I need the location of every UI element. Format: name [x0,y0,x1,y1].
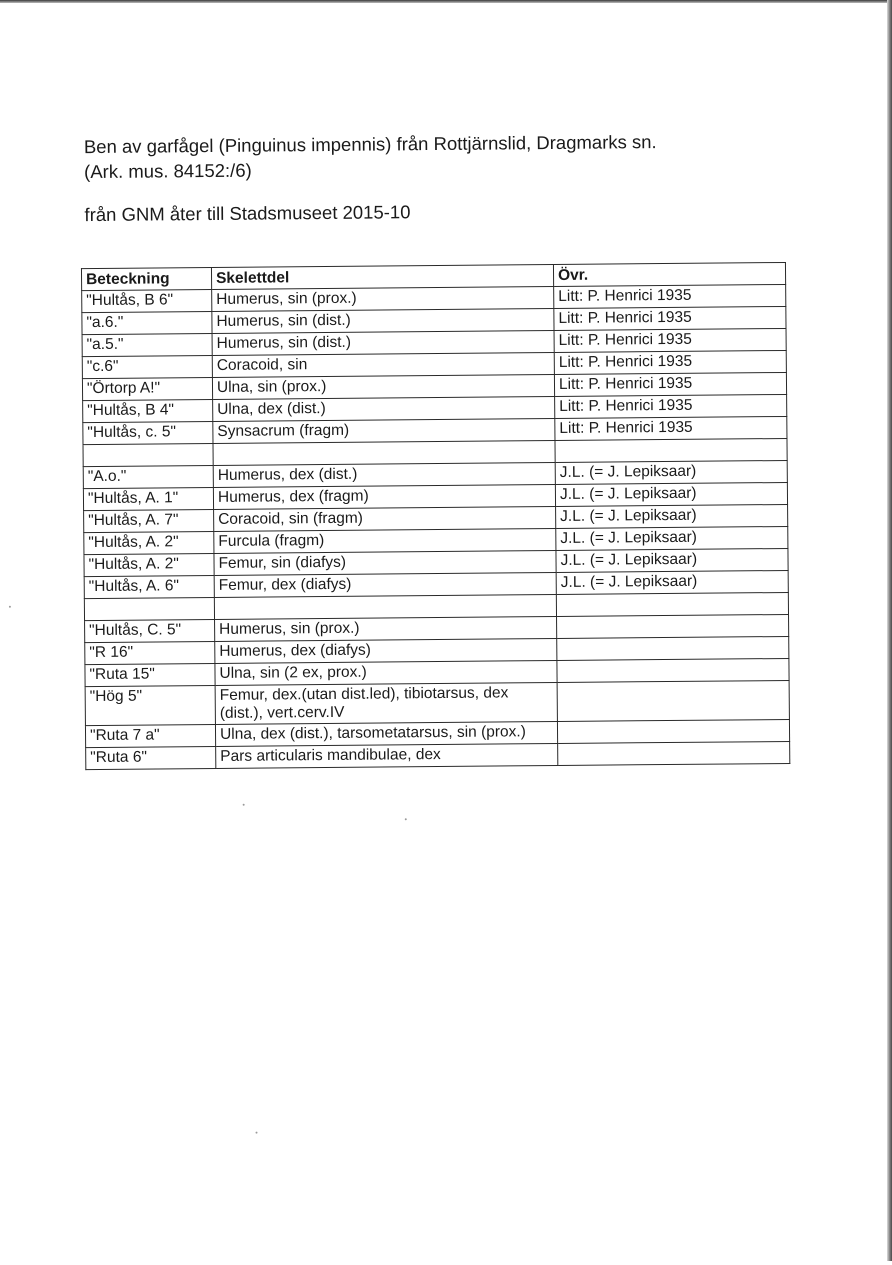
cell-ovr [557,636,789,660]
cell-beteckning: "Hultås, C. 5" [85,619,215,642]
header-ovr: Övr. [553,262,785,286]
cell-ovr: J.L. (= J. Lepiksaar) [556,526,788,550]
scan-speck [405,818,407,820]
cell-skelettdel: Ulna, dex (dist.) [213,396,555,421]
cell-beteckning: "Hultås, B 4" [83,399,213,422]
scan-speck [256,1132,258,1134]
cell-ovr [558,741,790,765]
cell-skelettdel: Coracoid, sin (fragm) [214,506,556,531]
cell-skelettdel: Ulna, dex (dist.), tarsometatarsus, sin (prox.) [215,721,557,746]
cell-skelettdel: Humerus, dex (diafys) [215,638,557,663]
cell-ovr: Litt: P. Henrici 1935 [554,284,786,308]
cell-beteckning [83,443,213,466]
cell-ovr: Litt: P. Henrici 1935 [554,328,786,352]
cell-beteckning: "a.6." [82,311,212,334]
scan-speck [9,606,11,608]
cell-skelettdel: Femur, sin (diafys) [214,550,556,575]
cell-ovr: Litt: P. Henrici 1935 [554,306,786,330]
cell-skelettdel [213,440,555,465]
cell-beteckning: "Hultås, A. 7" [84,509,214,532]
cell-skelettdel: Femur, dex (diafys) [214,572,556,597]
cell-ovr [557,719,789,743]
cell-beteckning: "Ruta 15" [85,663,215,686]
cell-beteckning: "R 16" [85,641,215,664]
header-beteckning: Beteckning [81,267,211,290]
cell-ovr: Litt: P. Henrici 1935 [554,372,786,396]
cell-skelettdel: Humerus, sin (prox.) [212,287,554,312]
header-skelettdel: Skelettdel [211,265,553,290]
cell-skelettdel: Furcula (fragm) [214,528,556,553]
cell-ovr [557,614,789,638]
cell-beteckning: "Hultås, A. 6" [84,575,214,598]
cell-beteckning: "A.o." [83,465,213,488]
cell-skelettdel: Humerus, sin (dist.) [212,308,554,333]
cell-beteckning: "Ruta 7 a" [85,724,215,747]
cell-beteckning: "Hultås, A. 2" [84,531,214,554]
cell-ovr: J.L. (= J. Lepiksaar) [556,504,788,528]
cell-ovr [557,658,789,682]
cell-ovr: Litt: P. Henrici 1935 [554,350,786,374]
cell-ovr: Litt: P. Henrici 1935 [555,416,787,440]
cell-ovr: Litt: P. Henrici 1935 [555,394,787,418]
cell-beteckning: "Ruta 6" [86,746,216,769]
cell-skelettdel: Ulna, sin (2 ex, prox.) [215,660,557,685]
cell-beteckning: "Hultås, B 6" [82,289,212,312]
scan-speck [243,804,245,806]
cell-skelettdel [214,594,556,619]
bone-table [81,262,790,770]
cell-beteckning: "Hultås, A. 1" [83,487,213,510]
cell-ovr [556,592,788,616]
cell-beteckning: "Hultås, c. 5" [83,421,213,444]
title-line-1: Ben av garfågel (Pinguinus impennis) från Rottjärnslid, Dragmarks sn. [83,131,657,158]
cell-ovr: J.L. (= J. Lepiksaar) [556,570,788,594]
table-row [86,741,790,769]
cell-skelettdel: Coracoid, sin [212,352,554,377]
cell-skelettdel: Synsacrum (fragm) [213,418,555,443]
cell-skelettdel: Pars articularis mandibulae, dex [216,743,558,768]
cell-beteckning: "Örtorp A!" [82,377,212,400]
cell-ovr: J.L. (= J. Lepiksaar) [556,548,788,572]
cell-ovr: J.L. (= J. Lepiksaar) [555,482,787,506]
cell-beteckning [84,597,214,620]
cell-skelettdel: Humerus, dex (fragm) [213,484,555,509]
cell-skelettdel: Ulna, sin (prox.) [212,374,554,399]
cell-beteckning: "Hultås, A. 2" [84,553,214,576]
cell-ovr [555,438,787,462]
cell-beteckning: "a.5." [82,333,212,356]
cell-beteckning: "c.6" [82,355,212,378]
cell-ovr [557,680,789,721]
cell-skelettdel: Humerus, sin (prox.) [215,616,557,641]
cell-beteckning: "Hög 5" [85,685,215,725]
document-subtitle: från GNM åter till Stadsmuseet 2015-10 [84,201,411,226]
title-line-2: (Ark. mus. 84152:/6) [84,159,252,183]
cell-skelettdel: Humerus, sin (dist.) [212,330,554,355]
table-row [85,680,789,725]
cell-skelettdel: Femur, dex.(utan dist.led), tibiotarsus, dex (dist.), vert.cerv.IV [215,682,557,724]
cell-skelettdel: Humerus, dex (dist.) [213,462,555,487]
document-heading [84,128,784,184]
cell-ovr: J.L. (= J. Lepiksaar) [555,460,787,484]
